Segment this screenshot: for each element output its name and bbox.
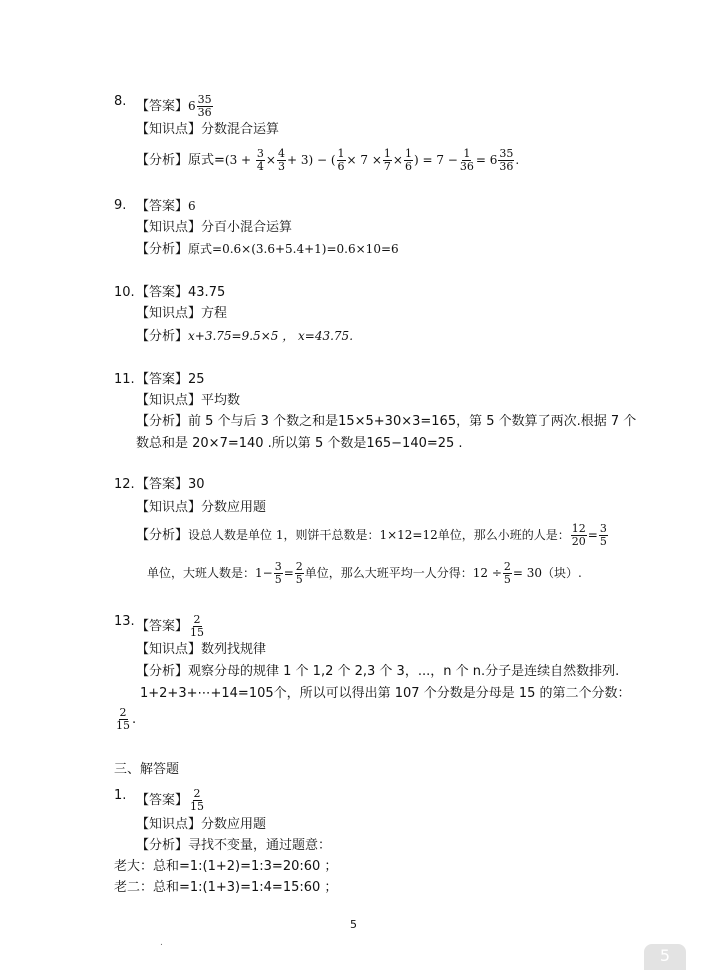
analysis-tag: 【分析】 bbox=[136, 414, 189, 429]
page-badge: 5 bbox=[644, 944, 686, 970]
knowledge-line bbox=[136, 393, 240, 409]
knowledge-line bbox=[136, 500, 266, 516]
fraction: $\frac{3}{5}$ bbox=[274, 560, 282, 586]
fraction: $\frac{3}{5}$ bbox=[599, 522, 607, 548]
fraction: $\frac{3}{4}$ bbox=[256, 147, 264, 173]
fraction: $\frac{2}{5}$ bbox=[295, 560, 303, 586]
answer-tag: 【答案】 bbox=[136, 99, 189, 114]
item-number: 9. bbox=[114, 198, 127, 213]
fraction: $\frac{1}{7}$ bbox=[383, 147, 391, 173]
answer-value: 43.75 bbox=[188, 285, 226, 300]
answer-fraction: $\frac{2}{15}$ bbox=[190, 613, 205, 639]
page-number: 5 bbox=[350, 918, 357, 931]
analysis-line bbox=[136, 328, 353, 345]
item-number: 13. bbox=[114, 614, 135, 629]
knowledge-line bbox=[136, 122, 279, 138]
knowledge-text: 平均数 bbox=[201, 393, 241, 408]
analysis-tag: 【分析】 bbox=[136, 528, 189, 543]
knowledge-text: 方程 bbox=[201, 306, 228, 321]
knowledge-tag: 【知识点】 bbox=[136, 642, 202, 657]
knowledge-text: 分数应用题 bbox=[201, 500, 267, 515]
analysis-tag: 【分析】 bbox=[136, 329, 189, 344]
analysis-line-2: 1+2+3+⋯+14=105个，所以可以得出第 107 个分数是分母是 15 的第二个分数： bbox=[140, 686, 631, 701]
ratio-line-eldest: 老大：总和=1:(1+2)=1:3=20:60 ； bbox=[114, 859, 338, 874]
knowledge-tag: 【知识点】 bbox=[136, 306, 202, 321]
analysis-text: 原式=0.6×(3.6+5.4+1)=0.6×10=6 bbox=[188, 242, 399, 256]
answer-value: 30 bbox=[188, 477, 205, 492]
fraction: $\frac{1}{6}$ bbox=[337, 147, 345, 173]
analysis-text: x+3.75=9.5×5 ， x=43.75. bbox=[188, 329, 354, 343]
analysis-text-1: 前 5 个与后 3 个数之和是15×5+30×3=165，第 5 个数算了两次.根据 7 个 bbox=[188, 414, 637, 429]
analysis-text: 寻找不变量，通过题意： bbox=[188, 838, 332, 853]
item-number: 8. bbox=[114, 94, 127, 109]
answer-tag: 【答案】 bbox=[136, 285, 189, 300]
analysis-text-1: 观察分母的规律 1 个 1,2 个 2,3 个 3，...，n 个 n.分子是连续自然数排列. bbox=[188, 664, 620, 679]
analysis-line bbox=[136, 414, 636, 430]
knowledge-text: 分数应用题 bbox=[201, 817, 267, 832]
item-number: 1. bbox=[114, 788, 127, 803]
knowledge-tag: 【知识点】 bbox=[136, 122, 202, 137]
answer-tag: 【答案】 bbox=[136, 199, 189, 214]
answer-fraction: $\frac{35}{36}$ bbox=[197, 93, 212, 119]
item-number: 10. bbox=[114, 285, 135, 300]
knowledge-tag: 【知识点】 bbox=[136, 500, 202, 515]
analysis-line: 【分析】设总人数是单位 1，则饼干总数是：1×12=12单位，那么小班的人是： $\frac{12}{20}$ = $\frac{3}{5}$ bbox=[136, 522, 607, 548]
answer-tag: 【答案】 bbox=[136, 793, 189, 808]
analysis-tag: 【分析】 bbox=[136, 153, 189, 168]
answer-value: 25 bbox=[188, 372, 205, 387]
item-number: 11. bbox=[114, 372, 135, 387]
analysis-line bbox=[136, 664, 619, 680]
answer-fraction: $\frac{2}{15}$ bbox=[190, 787, 205, 813]
analysis-line-2: 单位，大班人数是：1− $\frac{3}{5}$ = $\frac{2}{5}$ 单位，那么大班平均一人分得：12 ÷ $\frac{2}{5}$ = 30（块）. bbox=[147, 560, 582, 586]
answer-tag: 【答案】 bbox=[136, 619, 189, 634]
analysis-line bbox=[136, 241, 399, 258]
ratio-line-second: 老二：总和=1:(1+3)=1:4=15:60 ； bbox=[114, 880, 338, 895]
answer-tag: 【答案】 bbox=[136, 477, 189, 492]
answer-tag: 【答案】 bbox=[136, 372, 189, 387]
analysis-line-3: $\frac{2}{15}$ . bbox=[116, 706, 137, 732]
fraction: $\frac{12}{20}$ bbox=[571, 522, 586, 548]
knowledge-tag: 【知识点】 bbox=[136, 220, 202, 235]
analysis-line bbox=[136, 838, 331, 854]
analysis-line: 【分析】原式=(3 + $\frac{3}{4}$ × $\frac{4}{3}$ + 3) − ( $\frac{1}{6}$ × 7 × $\frac{1}{7}$ × $\frac{1}{6}$ ) = 7 − $\frac{1}{36}$ = 6 $\frac{35}{36}$ . bbox=[136, 147, 520, 173]
fraction: $\frac{2}{5}$ bbox=[503, 560, 511, 586]
knowledge-text: 分百小混合运算 bbox=[201, 220, 293, 235]
fraction: $\frac{4}{3}$ bbox=[277, 147, 285, 173]
fraction: $\frac{2}{15}$ bbox=[116, 706, 130, 732]
knowledge-line bbox=[136, 306, 227, 322]
knowledge-line bbox=[136, 642, 266, 658]
fraction: $\frac{35}{36}$ bbox=[499, 147, 514, 173]
knowledge-text: 分数混合运算 bbox=[201, 122, 280, 137]
analysis-line-2: 数总和是 20×7=140 .所以第 5 个数是165−140=25 . bbox=[136, 436, 463, 451]
knowledge-tag: 【知识点】 bbox=[136, 817, 202, 832]
answer-value: 6 bbox=[188, 199, 196, 213]
section-title: 三、解答题 bbox=[114, 762, 180, 777]
analysis-tag: 【分析】 bbox=[136, 242, 189, 257]
knowledge-text: 数列找规律 bbox=[201, 642, 267, 657]
analysis-tag: 【分析】 bbox=[136, 664, 189, 679]
knowledge-line bbox=[136, 817, 266, 833]
item-number: 12. bbox=[114, 477, 135, 492]
fraction: $\frac{1}{6}$ bbox=[404, 147, 412, 173]
fraction: $\frac{1}{36}$ bbox=[459, 147, 474, 173]
analysis-tag: 【分析】 bbox=[136, 838, 189, 853]
answer-whole: 6 bbox=[188, 99, 196, 113]
footer-dot: . bbox=[160, 938, 163, 948]
knowledge-tag: 【知识点】 bbox=[136, 393, 202, 408]
knowledge-line bbox=[136, 220, 292, 236]
